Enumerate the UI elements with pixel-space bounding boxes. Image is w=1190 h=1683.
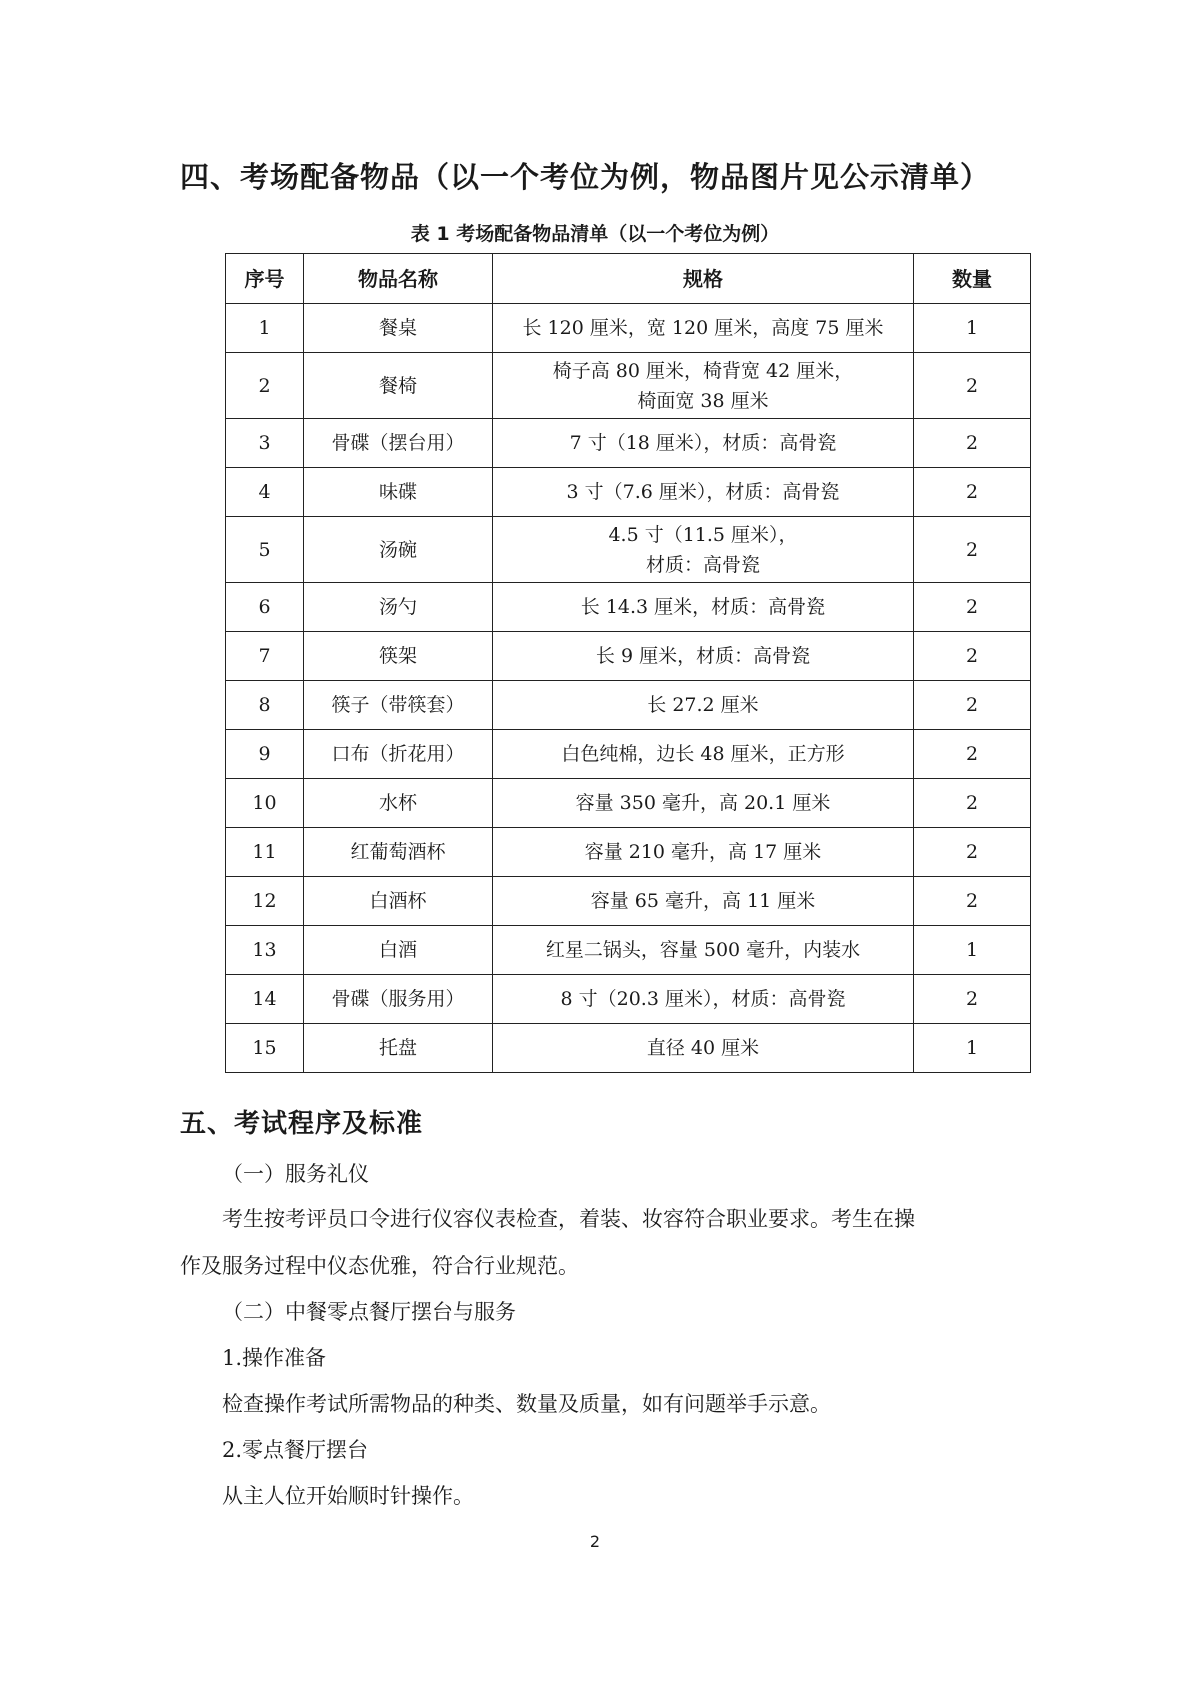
spec-line: 容量 65 毫升，高 11 厘米 [590,890,816,912]
table-row [226,632,1031,681]
cell-qty: 2 [914,975,1031,1024]
subsection-title-etiquette: （一）服务礼仪 [222,1162,369,1186]
spec-line: 白色纯棉，边长 48 厘米，正方形 [561,743,845,765]
page-number: 2 [589,1532,601,1551]
cell-name: 汤碗 [304,517,493,583]
cell-spec [493,304,914,353]
cell-qty: 2 [914,779,1031,828]
cell-qty: 2 [914,877,1031,926]
spec-line: 容量 210 毫升，高 17 厘米 [584,841,822,863]
spec-line: 材质：高骨瓷 [645,553,760,576]
cell-no: 12 [226,877,304,926]
paragraph-etiquette-line1: 考生按考评员口令进行仪容仪表检查，着装、妆容符合职业要求。考生在操 [222,1207,915,1231]
table-row [226,926,1031,975]
cell-name: 骨碟（摆台用） [304,419,493,468]
table-row [226,730,1031,779]
cell-qty: 1 [914,1024,1031,1073]
table-row [226,419,1031,468]
item-text-preparation: 检查操作考试所需物品的种类、数量及质量，如有问题举手示意。 [222,1392,831,1416]
cell-spec [493,730,914,779]
header-name: 物品名称 [304,254,493,304]
cell-qty: 2 [914,468,1031,517]
cell-qty: 2 [914,517,1031,583]
cell-qty: 2 [914,828,1031,877]
table-row [226,877,1031,926]
header-spec: 规格 [493,254,914,304]
item-title-setting: 2.零点餐厅摆台 [222,1438,369,1462]
spec-line: 红星二锅头，容量 500 毫升，内装水 [545,939,861,961]
cell-no: 6 [226,583,304,632]
cell-qty: 2 [914,353,1031,419]
spec-line: 长 120 厘米，宽 120 厘米，高度 75 厘米 [522,317,884,339]
cell-spec [493,975,914,1024]
spec-line: 椅面宽 38 厘米 [637,389,769,412]
cell-spec [493,468,914,517]
cell-no: 10 [226,779,304,828]
table-row [226,828,1031,877]
header-no: 序号 [226,254,304,304]
spec-line: 椅子高 80 厘米，椅背宽 42 厘米， [552,359,854,382]
cell-spec [493,828,914,877]
equipment-table [225,253,1031,1073]
table-row [226,468,1031,517]
cell-qty: 2 [914,681,1031,730]
table-row [226,353,1031,419]
spec-line: 8 寸（20.3 厘米），材质：高骨瓷 [560,988,846,1010]
cell-name: 水杯 [304,779,493,828]
cell-name: 餐椅 [304,353,493,419]
cell-no: 11 [226,828,304,877]
spec-line: 4.5 寸（11.5 厘米）， [608,523,798,546]
subsection-title-table-setting: （二）中餐零点餐厅摆台与服务 [222,1300,516,1324]
cell-name: 筷子（带筷套） [304,681,493,730]
cell-spec [493,632,914,681]
cell-name: 白酒杯 [304,877,493,926]
cell-spec [493,1024,914,1073]
table-row [226,304,1031,353]
section-heading-4: 四、考场配备物品（以一个考位为例，物品图片见公示清单） [180,160,991,194]
cell-spec [493,353,914,419]
cell-name: 筷架 [304,632,493,681]
cell-name: 骨碟（服务用） [304,975,493,1024]
cell-no: 2 [226,353,304,419]
cell-no: 1 [226,304,304,353]
cell-qty: 1 [914,304,1031,353]
cell-spec [493,877,914,926]
cell-qty: 2 [914,419,1031,468]
cell-qty: 1 [914,926,1031,975]
spec-line: 7 寸（18 厘米），材质：高骨瓷 [569,432,837,454]
paragraph-etiquette-line2: 作及服务过程中仪态优雅，符合行业规范。 [180,1254,579,1278]
table-caption: 表 1 考场配备物品清单（以一个考位为例） [410,223,780,245]
cell-name: 口布（折花用） [304,730,493,779]
cell-spec [493,681,914,730]
section-heading-5: 五、考试程序及标准 [180,1109,424,1139]
spec-line: 长 9 厘米，材质：高骨瓷 [595,645,811,667]
cell-spec [493,583,914,632]
spec-line: 直径 40 厘米 [646,1037,760,1059]
item-title-preparation: 1.操作准备 [222,1346,327,1370]
item-text-setting: 从主人位开始顺时针操作。 [222,1484,474,1508]
cell-name: 餐桌 [304,304,493,353]
spec-line: 长 14.3 厘米，材质：高骨瓷 [580,596,826,618]
header-qty: 数量 [914,254,1031,304]
cell-no: 14 [226,975,304,1024]
cell-no: 3 [226,419,304,468]
cell-no: 8 [226,681,304,730]
cell-spec [493,419,914,468]
cell-name: 味碟 [304,468,493,517]
spec-line: 3 寸（7.6 厘米），材质：高骨瓷 [566,481,840,503]
cell-name: 白酒 [304,926,493,975]
table-row [226,517,1031,583]
table-row [226,583,1031,632]
cell-spec [493,779,914,828]
table-row [226,779,1031,828]
cell-no: 4 [226,468,304,517]
cell-qty: 2 [914,730,1031,779]
spec-line: 容量 350 毫升，高 20.1 厘米 [575,792,831,814]
table-row [226,681,1031,730]
cell-no: 15 [226,1024,304,1073]
cell-spec [493,517,914,583]
cell-no: 9 [226,730,304,779]
cell-qty: 2 [914,632,1031,681]
cell-no: 5 [226,517,304,583]
cell-spec [493,926,914,975]
table-header-row [226,254,1031,304]
cell-name: 汤勺 [304,583,493,632]
table-row [226,1024,1031,1073]
cell-no: 7 [226,632,304,681]
cell-name: 红葡萄酒杯 [304,828,493,877]
spec-line: 长 27.2 厘米 [647,694,759,716]
cell-no: 13 [226,926,304,975]
table-row [226,975,1031,1024]
cell-qty: 2 [914,583,1031,632]
cell-name: 托盘 [304,1024,493,1073]
